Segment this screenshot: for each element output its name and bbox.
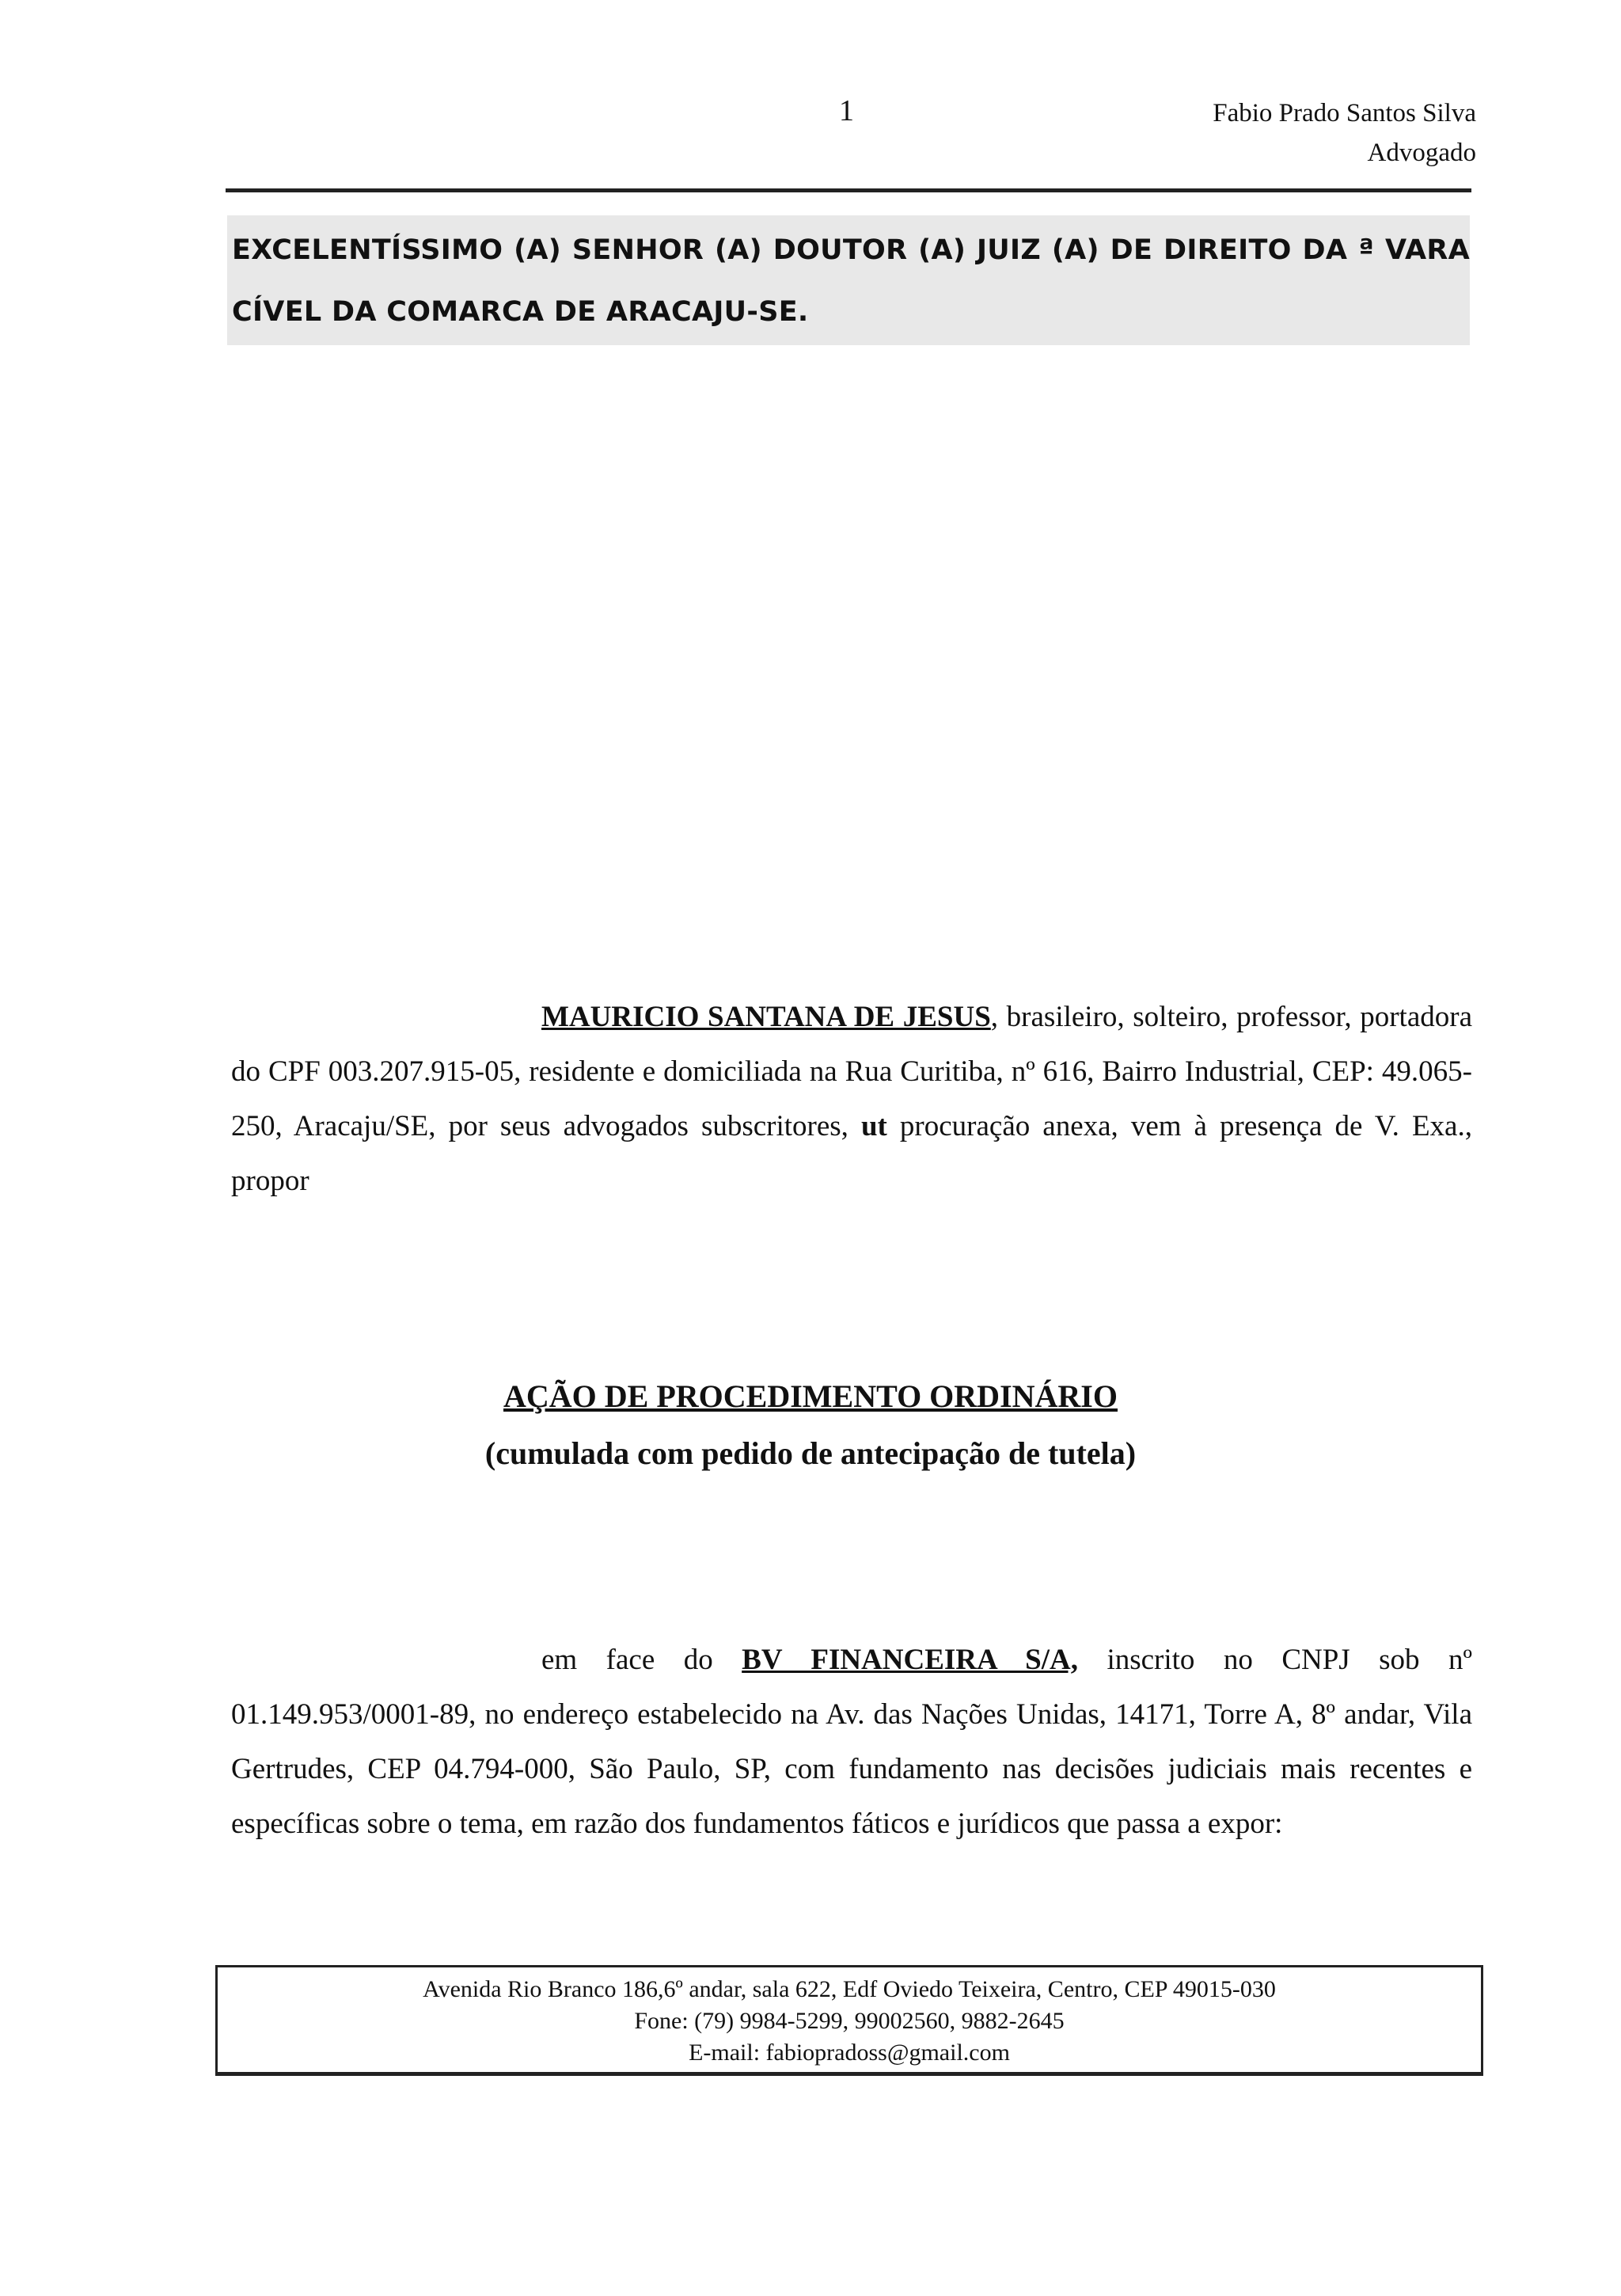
- header-divider: [226, 188, 1471, 192]
- defendant-name: BV FINANCEIRA S/A,: [742, 1644, 1078, 1676]
- addressee-line-1: EXCELENTÍSSIMO (A) SENHOR (A) DOUTOR (A) JUIZ (A) DE DIREITO DA ª VARA: [232, 234, 1470, 266]
- author-block: [1213, 93, 1476, 173]
- action-title: AÇÃO DE PROCEDIMENTO ORDINÁRIO: [503, 1378, 1118, 1414]
- footer-contact-box: [215, 1965, 1483, 2076]
- plaintiff-paragraph: [231, 990, 1472, 1208]
- defendant-paragraph: [231, 1633, 1472, 1851]
- defendant-qualification: inscrito no CNPJ sob nº 01.149.953/0001-89, no endereço estabelecido na Av. das Nações Unidas, 14171, Torre A, 8º andar, Vila Gertrudes, CEP 04.794-000, São Paulo, SP, com fundamento nas decisões judiciais mais recentes e específicas sobre o tema, em razão dos fundamentos fáticos e jurídicos que passa a expor:: [231, 1644, 1472, 1840]
- action-subtitle: (cumulada com pedido de antecipação de tutela): [484, 1435, 1137, 1471]
- plaintiff-qualification-end: procuração anexa, vem à presença de V. Exa., propor: [231, 1110, 1472, 1197]
- addressee-line-2: CÍVEL DA COMARCA DE ARACAJU-SE.: [232, 296, 809, 328]
- addressee-block: [227, 215, 1470, 345]
- defendant-intro: em face do: [541, 1644, 742, 1676]
- page-number: 1: [839, 94, 854, 127]
- plaintiff-ut: ut: [860, 1110, 887, 1142]
- author-title: Advogado: [1367, 139, 1476, 167]
- plaintiff-qualification: , brasileiro, solteiro, professor, portadora do CPF 003.207.915-05, residente e domiciliada na Rua Curitiba, nº 616, Bairro Industrial, CEP: 49.065-250, Aracaju/SE, por seus advogados subscritores,: [231, 1001, 1472, 1142]
- footer-phone: Fone: (79) 9984-5299, 99002560, 9882-2645: [634, 2008, 1065, 2034]
- plaintiff-name: MAURICIO SANTANA DE JESUS: [541, 1001, 991, 1033]
- footer-email: E-mail: fabiopradoss@gmail.com: [689, 2039, 1010, 2066]
- footer-address: Avenida Rio Branco 186,6º andar, sala 622, Edf Oviedo Teixeira, Centro, CEP 49015-030: [423, 1976, 1276, 2002]
- author-name: Fabio Prado Santos Silva: [1213, 99, 1476, 127]
